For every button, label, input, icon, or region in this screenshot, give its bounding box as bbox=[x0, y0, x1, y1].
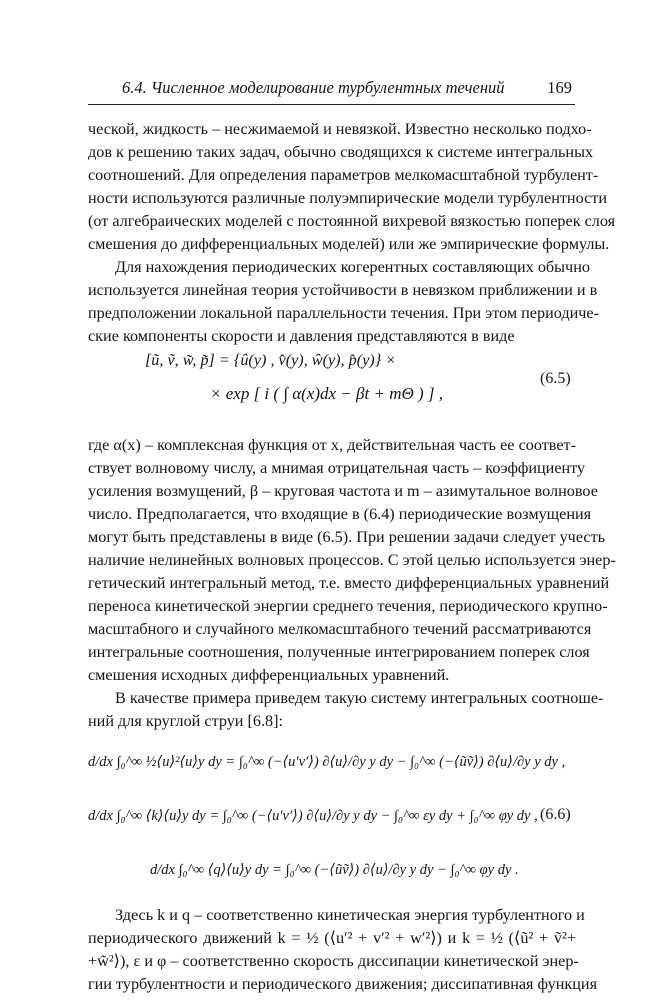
text-line: ний для круглой струи [6.8]: bbox=[88, 712, 284, 730]
text-line: интегральные соотношения, полученные интегрированием поперек слоя bbox=[88, 643, 590, 661]
text-line: смешения до дифференциальных моделей) или же эмпирические формулы. bbox=[88, 235, 610, 253]
text-line: смешения исходных дифференциальных уравнений. bbox=[88, 666, 450, 684]
header-rule bbox=[88, 104, 575, 105]
text-line: соотношений. Для определения параметров мелкомасштабной турбулент- bbox=[88, 166, 599, 184]
text-line: могут быть представлены в виде (6.5). При решении задачи следует учесть bbox=[88, 528, 606, 546]
equation-line: d/dx ∫₀^∞ ⟨q⟩⟨u⟩y dy = ∫₀^∞ (−⟨ũṽ⟩) ∂⟨u⟩/∂y y dy − ∫₀^∞ φy dy . bbox=[150, 862, 519, 878]
text-line: ческой, жидкость – несжимаемой и невязкой. Известно несколько подхо- bbox=[88, 120, 592, 138]
text-line: гии турбулентности и периодического движения; диссипативная функция bbox=[88, 975, 598, 993]
text-line: Здесь k и q – соответственно кинетическая энергия турбулентного и bbox=[115, 906, 585, 924]
text-line: (от алгебраических моделей с постоянной вихревой вязкостью поперек слоя bbox=[88, 212, 616, 230]
text-line: ские компоненты скорости и давления представляются в виде bbox=[88, 327, 515, 345]
text-line: усиления возмущений, β – круговая частота и m – азимутальное волновое bbox=[88, 482, 598, 500]
text-line: гетический интегральный метод, т.е. вместо дифференциальных уравнений bbox=[88, 574, 610, 592]
equation-line: d/dx ∫₀^∞ ⟨k⟩⟨u⟩y dy = ∫₀^∞ (−⟨u′v′⟩) ∂⟨u⟩/∂y y dy − ∫₀^∞ εy dy + ∫₀^∞ φy dy , bbox=[88, 808, 538, 824]
text-line: число. Предполагается, что входящие в (6.4) периодические возмущения bbox=[88, 505, 592, 523]
running-head bbox=[122, 78, 572, 98]
text-line: наличие нелинейных волновых процессов. С этой целью используется энер- bbox=[88, 551, 616, 569]
page-number: 169 bbox=[547, 78, 572, 97]
text-line: В качестве примера приведем такую систему интегральных соотноше- bbox=[115, 689, 604, 707]
text-line: предположении локальной параллельности течения. При этом периодиче- bbox=[88, 304, 599, 322]
text-line: дов к решению таких задач, обычно сводящихся к системе интегральных bbox=[88, 143, 594, 161]
text-line: переноса кинетической энергии среднего течения, периодического крупно- bbox=[88, 597, 608, 615]
equation-line: × exp [ i ( ∫ α(x)dx − βt + mΘ ) ] , bbox=[210, 384, 444, 403]
text-line: +w̃²⟩), ε и φ – соответственно скорость диссипации кинетической энер- bbox=[88, 952, 579, 970]
text-line: ности используются различные полуэмпирические модели турбулентности bbox=[88, 189, 608, 207]
text-line: масштабного и случайного мелкомасштабного течений рассматриваются bbox=[88, 620, 592, 638]
text-line: используется линейная теория устойчивости в невязком приближении и в bbox=[88, 281, 598, 299]
equation-number: (6.6) bbox=[540, 806, 571, 823]
text-line: где α(x) – комплексная функция от x, действительная часть ее соответ- bbox=[88, 436, 576, 454]
equation-line: [ũ, ṽ, w̃, p̃] = {û(y) , v̂(y), ŵ(y), p̂(y)} × bbox=[145, 351, 397, 369]
text-line: периодического движений k = ½ (⟨u′² + v′² + w′²⟩) и k = ½ (⟨ũ² + ṽ²+ bbox=[88, 929, 576, 947]
equation-line: d/dx ∫₀^∞ ½⟨u⟩²⟨u⟩y dy = ∫₀^∞ (−⟨u′v′⟩) ∂⟨u⟩/∂y y dy − ∫₀^∞ (−⟨ũṽ⟩) ∂⟨u⟩/∂y y dy , bbox=[88, 754, 566, 770]
text-line: ствует волновому числу, а мнимая отрицательная часть – коэффициенту bbox=[88, 459, 586, 477]
section-title: 6.4. Численное моделирование турбулентных течений bbox=[122, 78, 505, 97]
text-line: Для нахождения периодических когерентных составляющих обычно bbox=[115, 258, 590, 276]
equation-number: (6.5) bbox=[540, 370, 571, 387]
